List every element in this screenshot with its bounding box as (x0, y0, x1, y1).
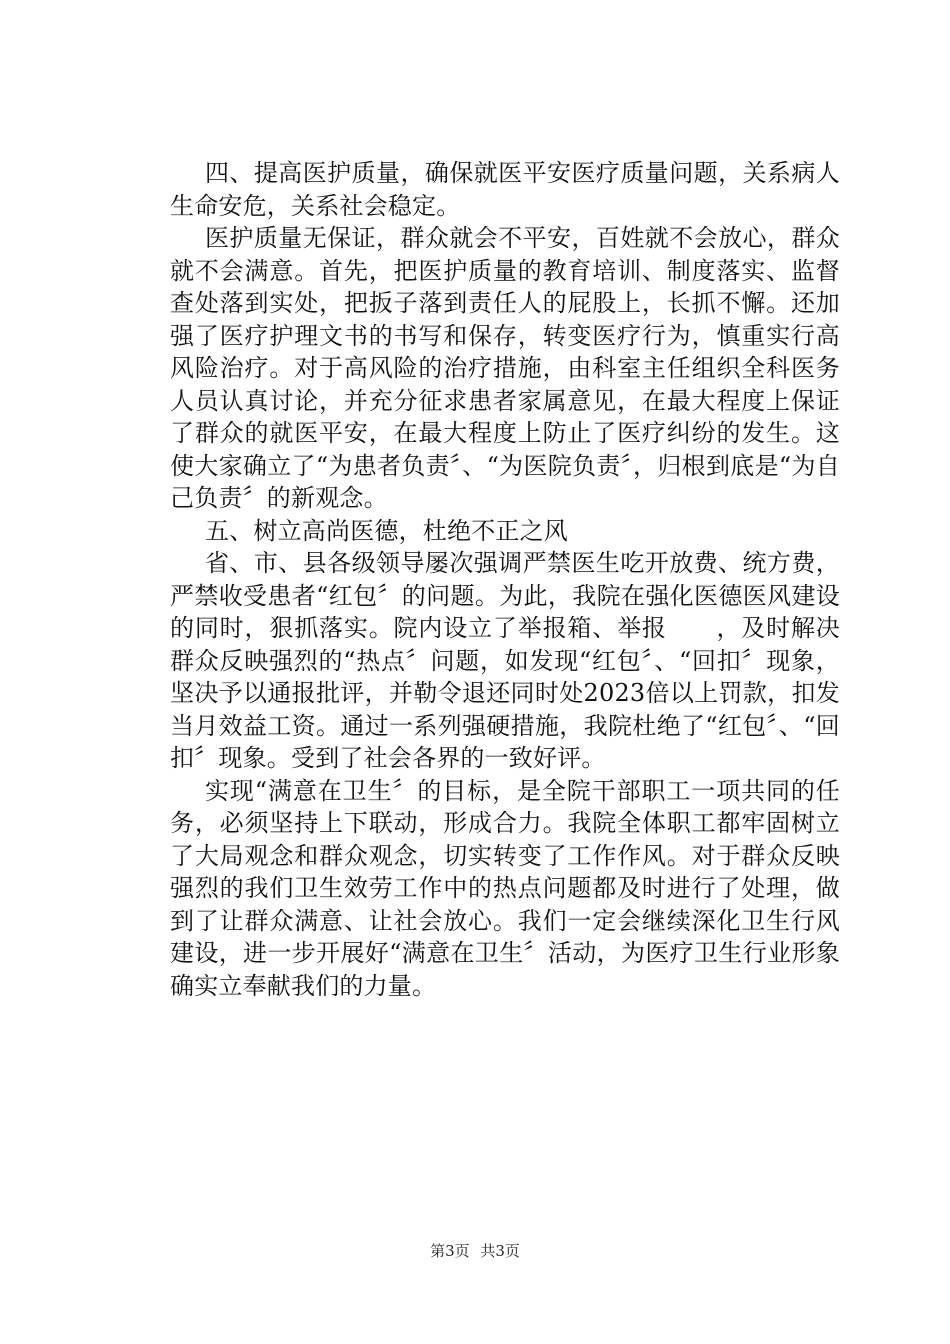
paragraph-medical-ethics: 省、市、县各级领导屡次强调严禁医生吃开放费、统方费，严禁收受患者“红包〞的问题。为此，我院在强化医德医风建设的同时，狠抓落实。院内设立了举报箱、举报 ，及时解决群众反映强烈的“热点〞问题，如发现“红包〞、“回扣〞现象，坚决予以通报批评，并勒令退还同时处2023倍以上罚款，扣发当月效益工资。通过一系列强硬措施，我院杜绝了“红包〞、“回扣〞现象。受到了社会各界的一致好评。 (170, 549, 840, 772)
paragraph-medical-quality: 医护质量无保证，群众就会不平安，百姓就不会放心，群众就不会满意。首先，把医护质量的教育培训、制度落实、监督查处落到实处，把扳子落到责任人的屁股上，长抓不懈。还加强了医疗护理文书的书写和保存，转变医疗行为，慎重实行高风险治疗。对于高风险的治疗措施，由科室主任组织全科医务人员认真讨论，并充分征求患者家属意见，在最大程度上保证了群众的就医平安，在最大程度上防止了医疗纠纷的发生。这使大家确立了“为患者负责〞、“为医院负责〞，归根到底是“为自己负责〞的新观念。 (170, 224, 840, 512)
paragraph-section-five-heading: 五、树立高尚医德，杜绝不正之风 (205, 516, 568, 545)
paragraph-section-four-heading: 四、提高医护质量，确保就医平安医疗质量问题，关系病人生命安危，关系社会稳定。 (170, 159, 840, 220)
document-body (170, 157, 840, 1002)
page-number: 第3页 (430, 1242, 470, 1260)
page-footer (0, 1241, 950, 1261)
page-total: 共3页 (480, 1242, 520, 1260)
paragraph-conclusion: 实现“满意在卫生〞的目标，是全院干部职工一项共同的任务，必须坚持上下联动，形成合力。我院全体职工都牢固树立了大局观念和群众观念，切实转变了工作作风。对于群众反映强烈的我们卫生效劳工作中的热点问题都及时进行了处理，做到了让群众满意、让社会放心。我们一定会继续深化卫生行风建设，进一步开展好“满意在卫生〞活动，为医疗卫生行业形象确实立奉献我们的力量。 (170, 776, 840, 1000)
